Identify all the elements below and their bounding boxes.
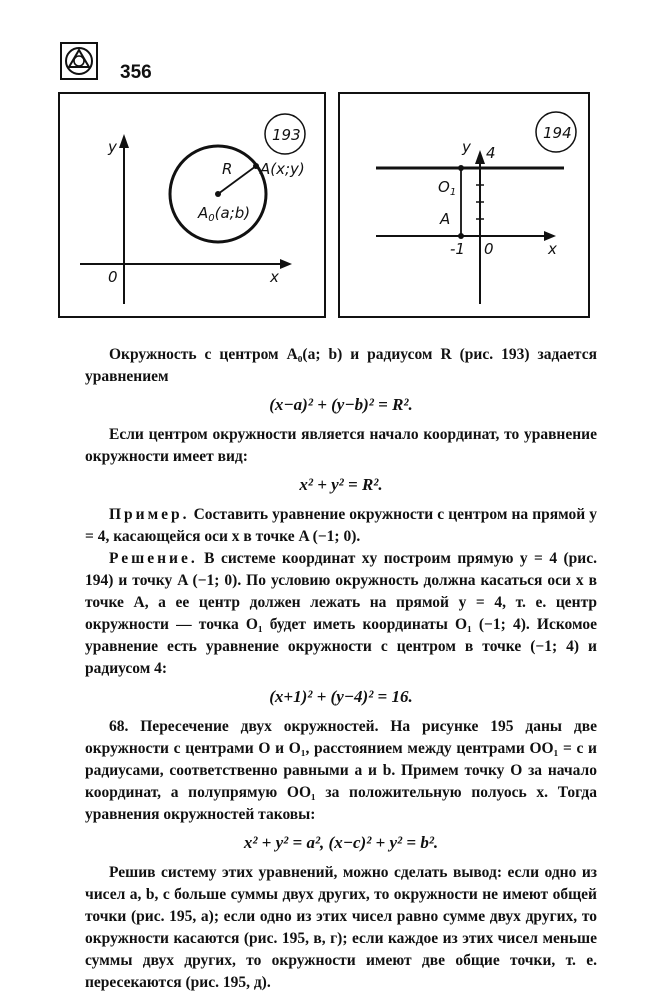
formula-circle: (x−a)² + (y−b)² = R². [269,395,413,414]
example-label: Пример. [109,506,190,523]
o1-label: $O_1$ [438,178,457,198]
radius-label: R [222,160,233,178]
formula-solution: (x+1)² + (y−4)² = 16. [269,687,413,706]
solution-label: Решение. [109,550,198,567]
x-axis-label: x [270,268,279,286]
solution-paragraph [85,548,597,680]
page-number: 356 [120,62,152,83]
origin-label: 0 [108,268,118,286]
section-68-text: На рисунке 195 даны две окружности с центрами O и O₁, расстоянием между центрами OO₁ = c и радиусами, соответственно равными a и b. Примем точку O за начало координат, а полупрямую OO₁ за положительную полуось x. Тогда уравнения окружностей таковы: [85,718,597,823]
solution-text: В системе координат xy построим прямую y = 4 (рис. 194) и точку A (−1; 0). По условию окружность должна касаться оси x в точке A, а ее центр должен лежать на прямой y = 4, т. е. центр окружности — точка O₁ будет иметь координаты O₁ (−1; 4). Искомое уравнение есть уравнение окружности с центром в точке (−1; 4) и радиусом 4: [85,550,597,677]
section-68-heading: 68. Пересечение двух окружностей. [109,718,379,735]
example-text: Составить уравнение окружности с центром на прямой y = 4, касающейся оси x в точке A (−1; 0). [85,506,597,545]
paragraph-2: Если центром окружности является начало координат, то уравнение окружности имеет вид: [85,426,597,465]
x-axis-label: x [548,240,557,258]
tick-label-neg1: -1 [450,240,465,258]
x-axis-arrow-icon [280,259,292,269]
a-label: A [440,210,451,228]
point-a-label: A(x;y) [260,160,305,178]
center-point [215,191,221,197]
tick-label-4: 4 [486,144,496,162]
figure-number: 194 [543,124,572,142]
figure-number: 193 [272,126,301,144]
formula-two-circles: x² + y² = a², (x−c)² + y² = b². [243,833,439,852]
y-axis-arrow-icon [119,134,129,148]
origin-label: 0 [484,240,494,258]
section-68-paragraph [85,716,597,826]
center-label: $A_0(a;b)$ [198,204,251,224]
figure-194 [338,92,590,318]
example-paragraph [85,504,597,548]
paragraph-conclusion: Решив систему этих уравнений, можно сделать вывод: если одно из чисел a, b, c больше суммы двух других, то окружности не имеют общей точки (рис. 195, а); если одно из этих чисел равно сумме двух других, то окружности касаются (рис. 195, в, г); если каждое из этих чисел меньше суммы двух других, то окружности имеют две общие точки, т. е. пересекаются (рис. 195, д). [85,864,597,991]
point-a [458,233,464,239]
y-axis-label: y [462,138,471,156]
y-axis-label: y [108,138,117,156]
formula-origin-circle: x² + y² = R². [299,475,383,494]
y-axis-arrow-icon [475,150,485,164]
point-a [253,163,259,169]
body-text [85,344,597,994]
figure-193 [58,92,326,318]
point-o1 [458,165,464,171]
paragraph-1: Окружность с центром A₀(a; b) и радиусом R (рис. 193) задается уравнением [85,346,597,385]
book-logo-icon [60,42,98,80]
